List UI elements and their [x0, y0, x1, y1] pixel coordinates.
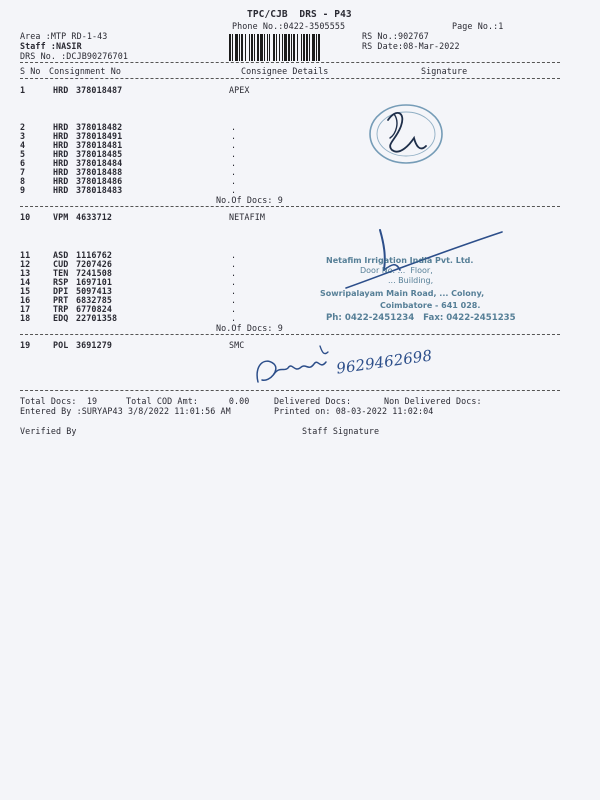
row-consignment: 378018483	[76, 185, 123, 195]
area-label: Area :MTP RD-1-43	[20, 31, 108, 41]
stamp-line: Ph: 0422-2451234 Fax: 0422-2451235	[326, 313, 516, 323]
page-number: Page No.:1	[452, 21, 504, 31]
total-docs: Total Docs: 19	[20, 396, 98, 406]
round-stamp	[366, 100, 446, 168]
row-dot: .	[231, 185, 237, 195]
row-consignment: 1697101	[76, 277, 112, 287]
row-dot: .	[231, 149, 237, 159]
row-sno: 5	[20, 149, 26, 159]
group-doc-count: No.Of Docs: 9	[216, 195, 283, 205]
row-dot: .	[231, 131, 237, 141]
divider	[20, 206, 560, 207]
row-dot: .	[231, 250, 237, 260]
handwritten-phone: 9629462698	[335, 346, 434, 378]
row-dot: .	[231, 268, 237, 278]
row-code: HRD	[53, 122, 69, 132]
phone-number: Phone No.:0422-3505555	[232, 21, 346, 31]
row-sno: 6	[20, 158, 26, 168]
row-code: HRD	[53, 185, 69, 195]
row-sno: 2	[20, 122, 26, 132]
row-sno: 7	[20, 167, 26, 177]
row-code: VPM	[53, 212, 69, 222]
row-dot: .	[231, 304, 237, 314]
row-sno: 8	[20, 176, 26, 186]
row-code: EDQ	[53, 313, 69, 323]
row-code: TRP	[53, 304, 69, 314]
divider	[20, 334, 560, 335]
row-sno: 12	[20, 259, 31, 269]
sheet-title: TPC/CJB DRS - P43	[247, 9, 352, 20]
delivered-docs: Delivered Docs:	[274, 396, 352, 406]
row-code: HRD	[53, 149, 69, 159]
row-dot: .	[231, 140, 237, 150]
row-sno: 3	[20, 131, 26, 141]
consignee-name: APEX	[229, 85, 250, 95]
row-consignment: 378018487	[76, 85, 123, 95]
row-consignment: 378018485	[76, 149, 123, 159]
row-consignment: 7241508	[76, 268, 112, 278]
divider	[20, 78, 560, 79]
row-consignment: 378018488	[76, 167, 123, 177]
row-dot: .	[231, 158, 237, 168]
rs-date: RS Date:08-Mar-2022	[362, 41, 460, 51]
row-consignment: 378018481	[76, 140, 123, 150]
row-dot: .	[231, 176, 237, 186]
row-code: HRD	[53, 158, 69, 168]
row-consignment: 6832785	[76, 295, 112, 305]
row-dot: .	[231, 277, 237, 287]
printed-on: Printed on: 08-03-2022 11:02:04	[274, 406, 434, 416]
row-dot: .	[231, 313, 237, 323]
row-code: HRD	[53, 176, 69, 186]
row-consignment: 7207426	[76, 259, 112, 269]
row-code: HRD	[53, 167, 69, 177]
row-consignment: 378018482	[76, 122, 123, 132]
row-consignment: 378018484	[76, 158, 123, 168]
row-dot: .	[231, 122, 237, 132]
rs-number: RS No.:902767	[362, 31, 429, 41]
row-sno: 14	[20, 277, 31, 287]
stamp-line: Sowripalayam Main Road, ... Colony,	[320, 289, 485, 298]
staff-label: Staff :NASIR	[20, 41, 82, 51]
col-header-signature: Signature	[421, 66, 468, 76]
row-sno: 19	[20, 340, 31, 350]
row-consignment: 1116762	[76, 250, 112, 260]
row-code: HRD	[53, 131, 69, 141]
row-sno: 11	[20, 250, 31, 260]
group-doc-count: No.Of Docs: 9	[216, 323, 283, 333]
row-dot: .	[231, 295, 237, 305]
col-header-sno: S No	[20, 66, 41, 76]
drs-number: DRS No. :DCJB90276701	[20, 51, 128, 61]
consignee-name: SMC	[229, 340, 245, 350]
stamp-line: Netafim Irrigation India Pvt. Ltd.	[326, 256, 474, 265]
non-delivered-docs: Non Delivered Docs:	[384, 396, 482, 406]
row-sno: 13	[20, 268, 31, 278]
row-code: DPI	[53, 286, 69, 296]
row-code: POL	[53, 340, 69, 350]
row-consignment: 5097413	[76, 286, 112, 296]
entered-by: Entered By :SURYAP43 3/8/2022 11:01:56 AM	[20, 406, 231, 416]
staff-signature-label: Staff Signature	[302, 426, 380, 436]
total-cod-amount: Total COD Amt: 0.00	[126, 396, 250, 406]
row-code: CUD	[53, 259, 69, 269]
row-code: PRT	[53, 295, 69, 305]
row-consignment: 378018491	[76, 131, 123, 141]
row-sno: 17	[20, 304, 31, 314]
row-consignment: 22701358	[76, 313, 118, 323]
row-dot: .	[231, 167, 237, 177]
stamp-line: Coimbatore - 641 028.	[380, 301, 481, 310]
row-dot: .	[231, 259, 237, 269]
row-dot: .	[231, 286, 237, 296]
handwritten-signature	[250, 342, 340, 388]
row-sno: 4	[20, 140, 26, 150]
col-header-consignment: Consignment No	[49, 66, 121, 76]
row-code: RSP	[53, 277, 69, 287]
barcode-image	[229, 34, 353, 61]
consignee-name: NETAFIM	[229, 212, 265, 222]
divider	[20, 62, 560, 63]
row-sno: 1	[20, 85, 26, 95]
divider	[20, 390, 560, 391]
stamp-line: Door No. ... Floor,	[360, 266, 433, 275]
row-code: TEN	[53, 268, 69, 278]
stamp-line: ... Building,	[388, 276, 434, 285]
row-consignment: 378018486	[76, 176, 123, 186]
row-consignment: 6770824	[76, 304, 112, 314]
row-sno: 15	[20, 286, 31, 296]
verified-by-label: Verified By	[20, 426, 77, 436]
row-code: ASD	[53, 250, 69, 260]
row-code: HRD	[53, 85, 69, 95]
row-consignment: 4633712	[76, 212, 112, 222]
row-sno: 16	[20, 295, 31, 305]
row-consignment: 3691279	[76, 340, 112, 350]
row-sno: 9	[20, 185, 26, 195]
row-sno: 10	[20, 212, 31, 222]
row-code: HRD	[53, 140, 69, 150]
col-header-consignee: Consignee Details	[241, 66, 329, 76]
row-sno: 18	[20, 313, 31, 323]
